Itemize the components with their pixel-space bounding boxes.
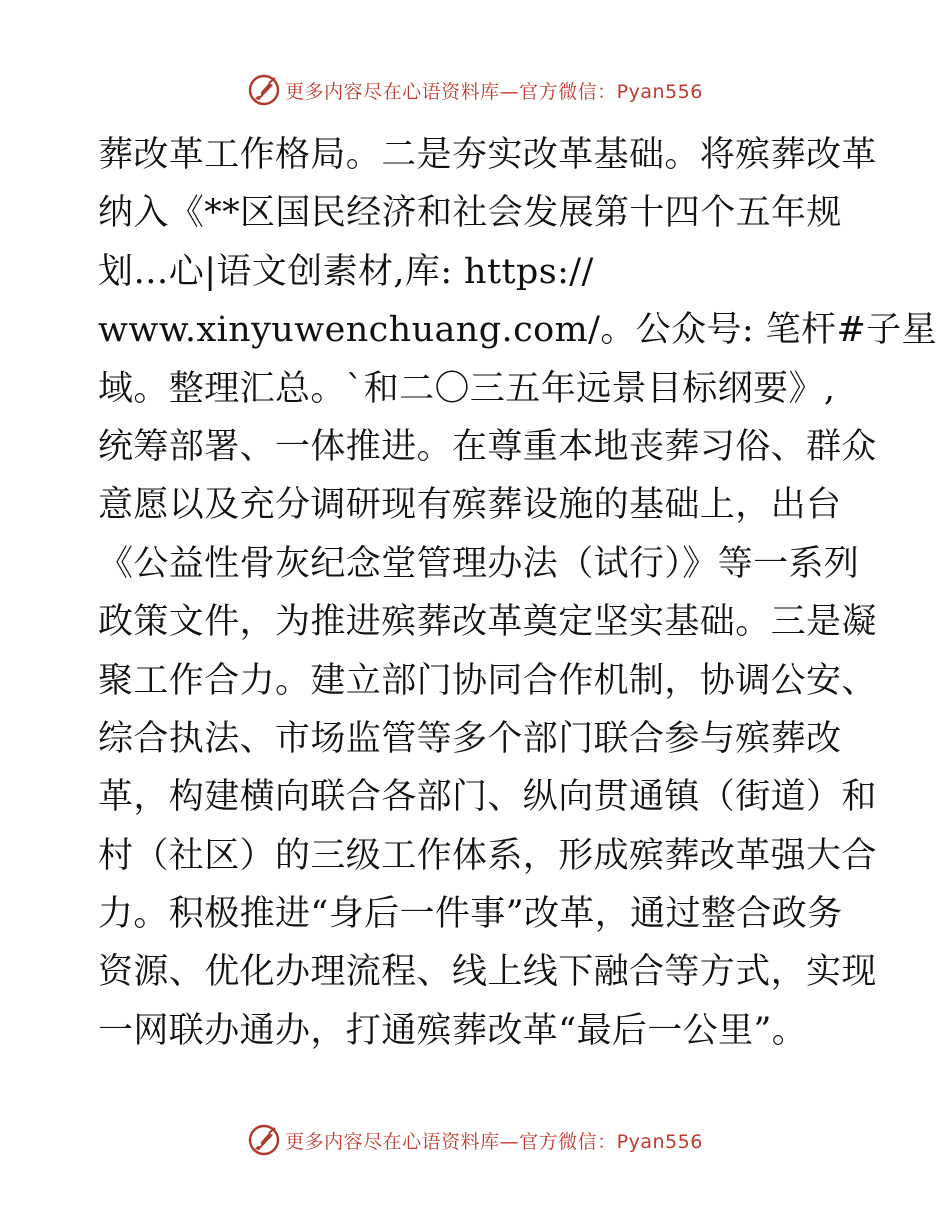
body-line: www.xinyuwenchuang.com/。公众号: 笔杆#子星 [98,310,937,351]
body-line: 革，构建横向联合各部门、纵向贯通镇（街道）和 [98,777,877,818]
body-line: 资源、优化办理流程、线上线下融合等方式，实现 [98,952,877,993]
body-line: 纳入《**区国民经济和社会发展第十四个五年规 [98,193,842,234]
header-banner-text: 更多内容尽在心语资料库—官方微信：Pyan556 [285,80,703,103]
header-banner [0,70,950,110]
document-body [98,126,937,1060]
footer-banner [0,1120,950,1160]
quill-pen-logo-icon [247,73,281,107]
body-line: 力。积极推进“身后一件事”改革，通过整合政务 [98,894,843,935]
body-line: 划…心|语文创素材,库: https:// [98,251,594,292]
body-line: 聚工作合力。建立部门协同合作机制，协调公安、 [98,660,877,701]
quill-pen-logo-icon [247,1123,281,1157]
body-line: 《公益性骨灰纪念堂管理办法（试行）》等一系列 [98,543,860,584]
body-line: 意愿以及充分调研现有殡葬设施的基础上，出台 [98,485,842,526]
body-line: 统筹部署、一体推进。在尊重本地丧葬习俗、群众 [98,426,877,467]
body-line: 域。整理汇总。`和二〇三五年远景目标纲要》, [98,368,836,409]
body-line: 村（社区）的三级工作体系，形成殡葬改革强大合 [98,835,877,876]
footer-banner-text: 更多内容尽在心语资料库—官方微信：Pyan556 [285,1130,703,1153]
body-line: 综合执法、市场监管等多个部门联合参与殡葬改 [98,718,842,759]
body-line: 葬改革工作格局。二是夯实改革基础。将殡葬改革 [98,135,877,175]
body-line: 政策文件，为推进殡葬改革奠定坚实基础。三是凝 [98,602,877,643]
body-line: 一网联办通办，打通殡葬改革“最后一公里”。 [98,1010,808,1051]
